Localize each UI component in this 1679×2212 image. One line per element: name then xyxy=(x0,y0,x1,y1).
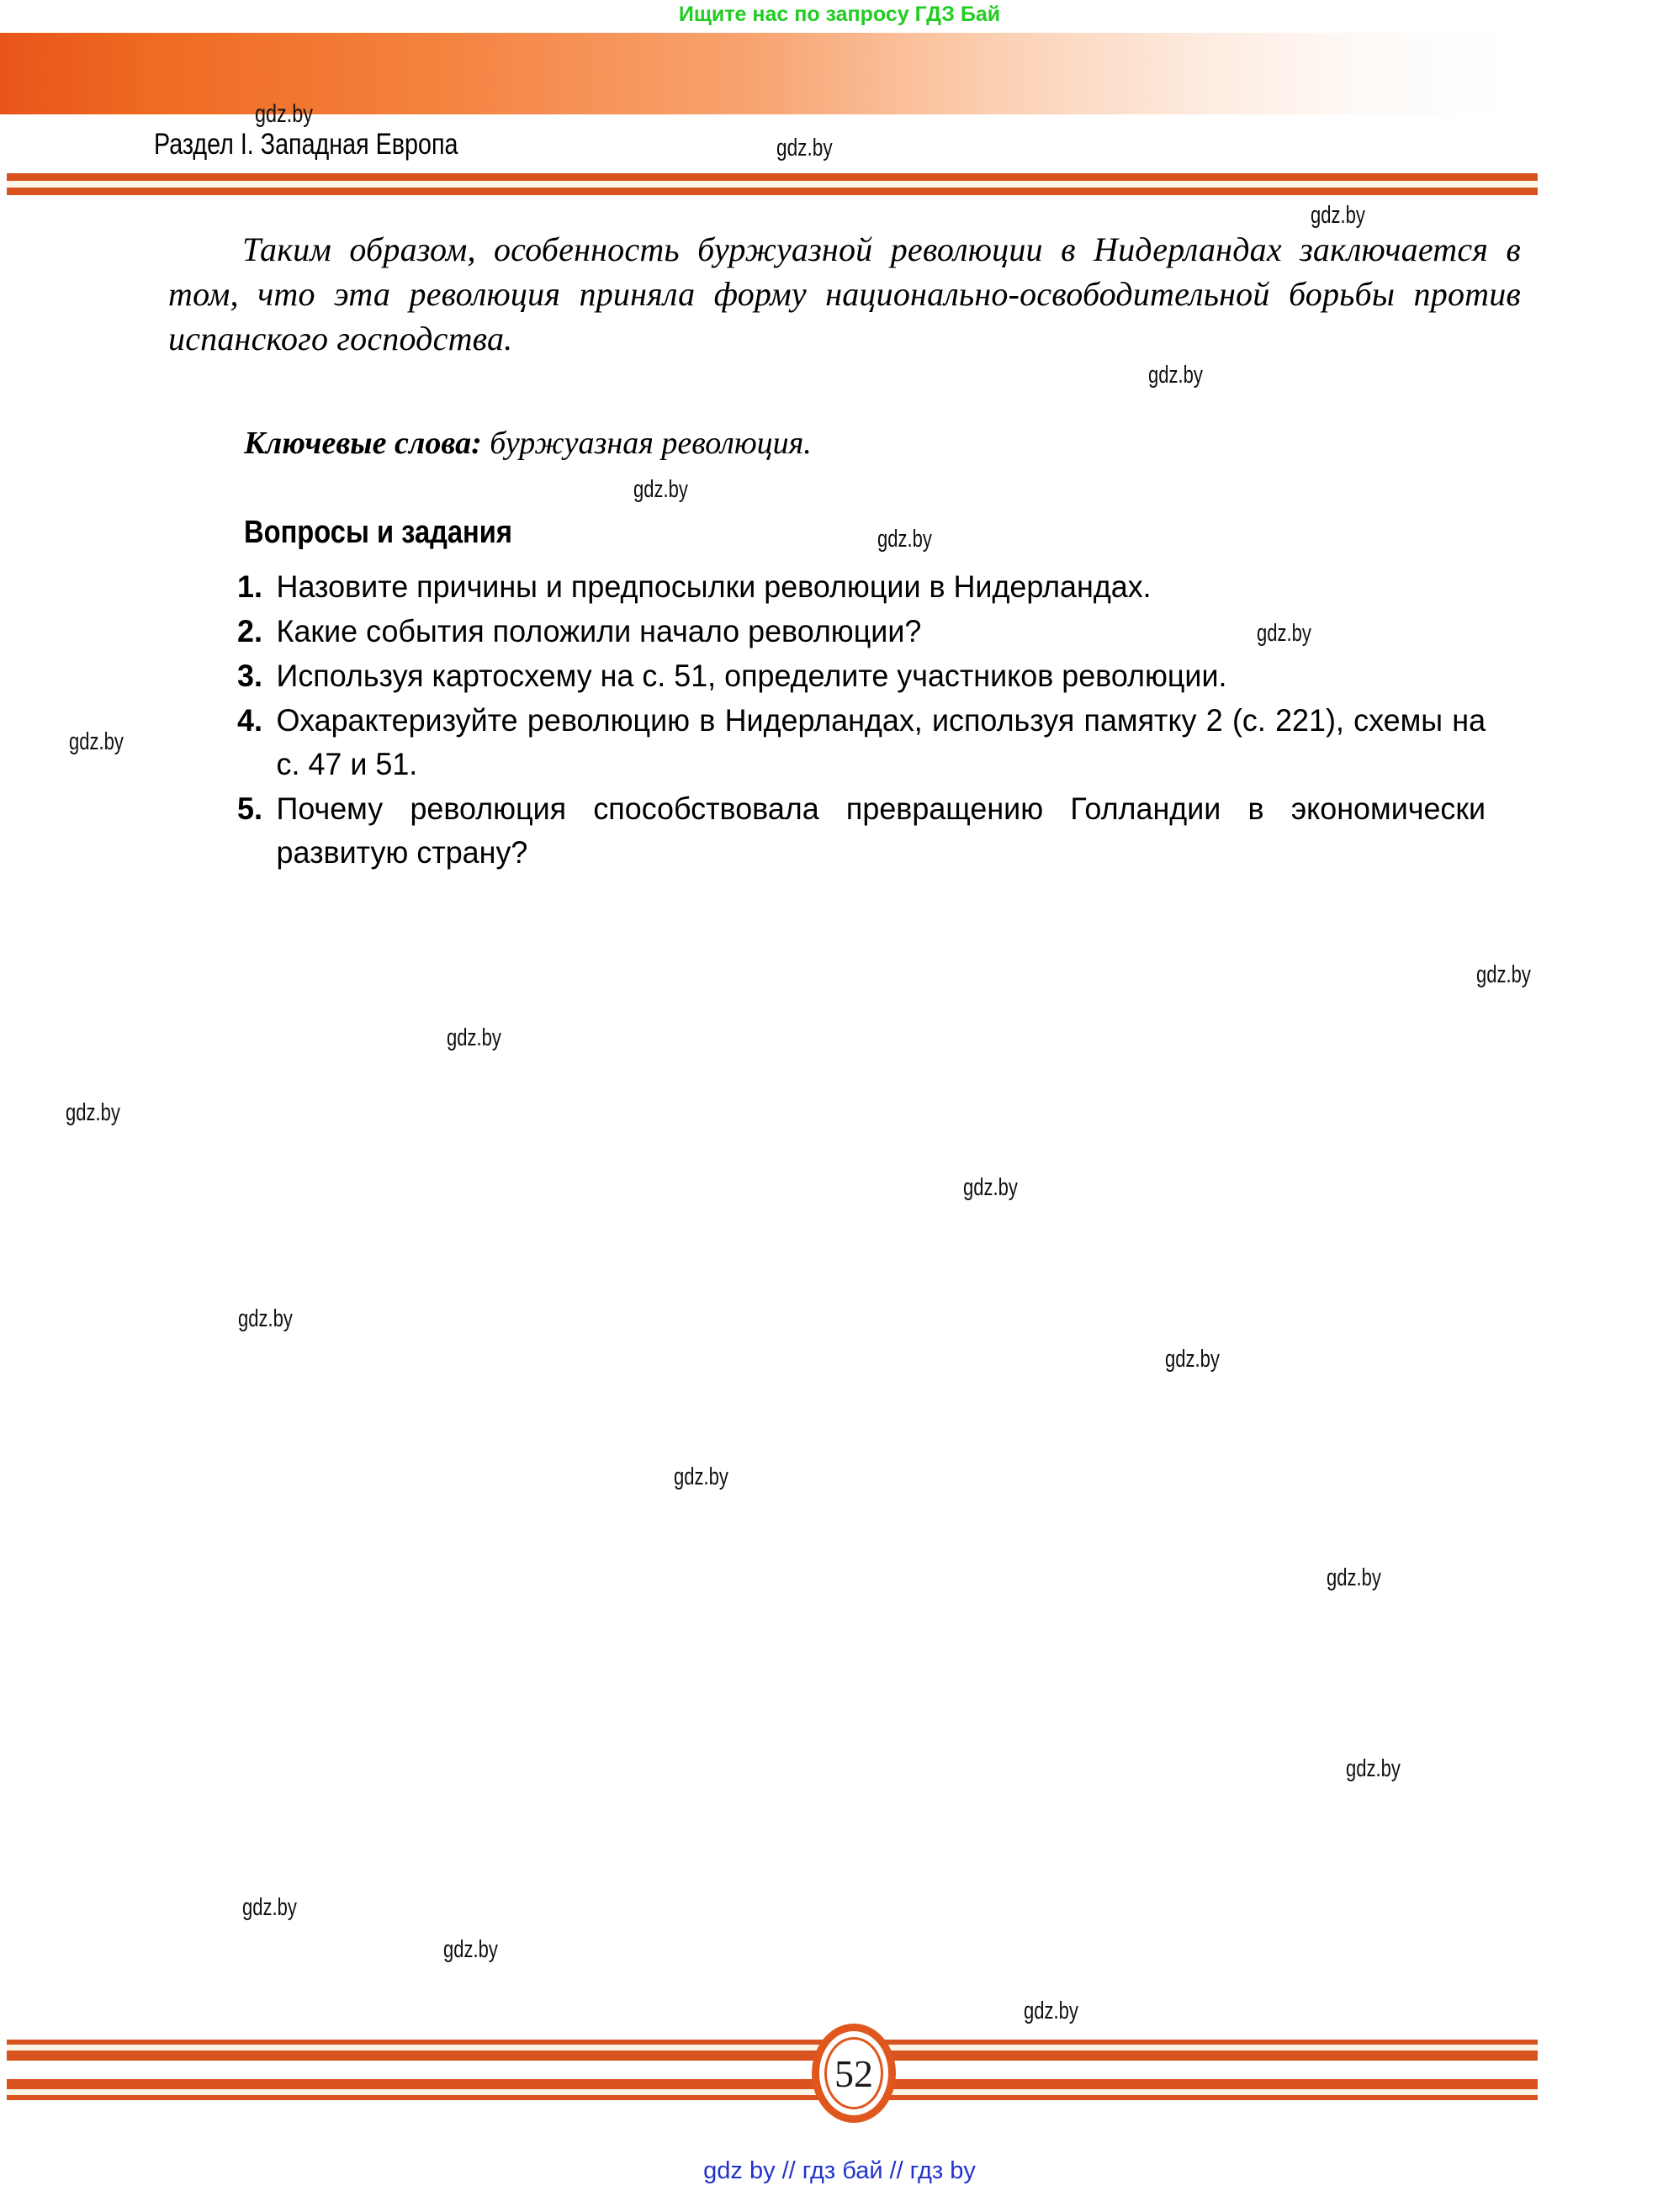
questions-heading: Вопросы и задания xyxy=(244,515,512,550)
promo-banner-text: Ищите нас по запросу ГДЗ Бай xyxy=(678,3,1001,26)
page-number-badge xyxy=(812,2024,896,2123)
header-divider xyxy=(7,173,1538,195)
question-item xyxy=(237,565,1486,609)
page-watermark: gdz.by xyxy=(1148,362,1203,389)
page-watermark: gdz.by xyxy=(443,1936,498,1963)
footer-line-4 xyxy=(7,2095,1538,2100)
question-number: 4. xyxy=(237,703,262,738)
question-text: Какие события положили начало революции? xyxy=(276,614,922,648)
question-number: 5. xyxy=(237,791,262,826)
keywords-value: буржуазная революция. xyxy=(490,426,812,461)
header-divider-line-bottom xyxy=(7,188,1538,195)
page-watermark: gdz.by xyxy=(877,526,932,553)
bottom-source-link-part[interactable]: // xyxy=(889,2157,903,2184)
page-watermark: gdz.by xyxy=(242,1894,297,1921)
keywords-line xyxy=(244,425,812,462)
footer-line-2 xyxy=(7,2051,1538,2061)
page-number-text: 52 xyxy=(834,2051,873,2095)
bottom-source-link-part[interactable]: // xyxy=(781,2157,796,2184)
question-item xyxy=(237,787,1486,875)
page-watermark: gdz.by xyxy=(1311,202,1365,229)
header-band-watermark: gdz.by xyxy=(255,100,313,128)
header-divider-gap xyxy=(7,181,1538,188)
page-watermark: gdz.by xyxy=(447,1024,501,1051)
questions-list xyxy=(237,565,1524,876)
bottom-source-link[interactable] xyxy=(0,2157,1679,2185)
footer-gap-2 xyxy=(7,2089,1538,2095)
running-head-title: Раздел I. Западная Европа xyxy=(154,128,458,161)
running-head-watermark: gdz.by xyxy=(776,135,833,161)
question-item xyxy=(237,699,1486,786)
bottom-source-link-part[interactable]: гдз бай xyxy=(802,2157,883,2184)
footer-gap-1 xyxy=(7,2045,1538,2051)
question-text: Охарактеризуйте революцию в Нидерландах, используя памятку 2 (с. 221), схемы на с. 47 и 51. xyxy=(276,703,1486,781)
bottom-source-link-part[interactable]: gdz by xyxy=(703,2157,776,2184)
page-watermark: gdz.by xyxy=(1346,1755,1401,1782)
header-gradient-band xyxy=(0,33,1514,128)
bottom-source-link-part[interactable]: гдз by xyxy=(909,2157,976,2184)
question-text: Используя картосхему на с. 51, определите участников революции. xyxy=(276,659,1227,693)
page-watermark: gdz.by xyxy=(674,1463,728,1490)
body-column xyxy=(168,227,1521,361)
page-watermark: gdz.by xyxy=(633,476,688,503)
page-watermark: gdz.by xyxy=(1327,1564,1381,1591)
page-watermark: gdz.by xyxy=(69,728,124,755)
question-text: Назовите причины и предпосылки революции в Нидерландах. xyxy=(276,569,1152,604)
footer-divider-lower xyxy=(7,2079,1538,2100)
question-item xyxy=(237,654,1486,698)
question-number: 2. xyxy=(237,614,262,648)
question-number: 3. xyxy=(237,659,262,693)
question-item xyxy=(237,610,1486,654)
page-watermark: gdz.by xyxy=(963,1174,1018,1201)
page-watermark: gdz.by xyxy=(1257,620,1311,647)
header-divider-line-top xyxy=(7,173,1538,181)
keywords-label: Ключевые слова: xyxy=(244,426,482,461)
page-watermark: gdz.by xyxy=(1165,1346,1220,1373)
page-watermark: gdz.by xyxy=(1476,961,1531,988)
footer-line-3 xyxy=(7,2079,1538,2089)
footer-divider-upper xyxy=(7,2040,1538,2061)
page-watermark: gdz.by xyxy=(66,1099,120,1126)
page-watermark: gdz.by xyxy=(238,1305,293,1332)
question-number: 1. xyxy=(237,569,262,604)
question-text: Почему революция способствовала превращению Голландии в экономически развитую страну? xyxy=(276,791,1486,870)
conclusion-paragraph: Таким образом, особенность буржуазной революции в Нидерландах заключается в том, что эта революция приняла форму национально-освободительной борьбы против испанского господства. xyxy=(168,230,1521,357)
page-watermark: gdz.by xyxy=(1024,1998,1078,2024)
